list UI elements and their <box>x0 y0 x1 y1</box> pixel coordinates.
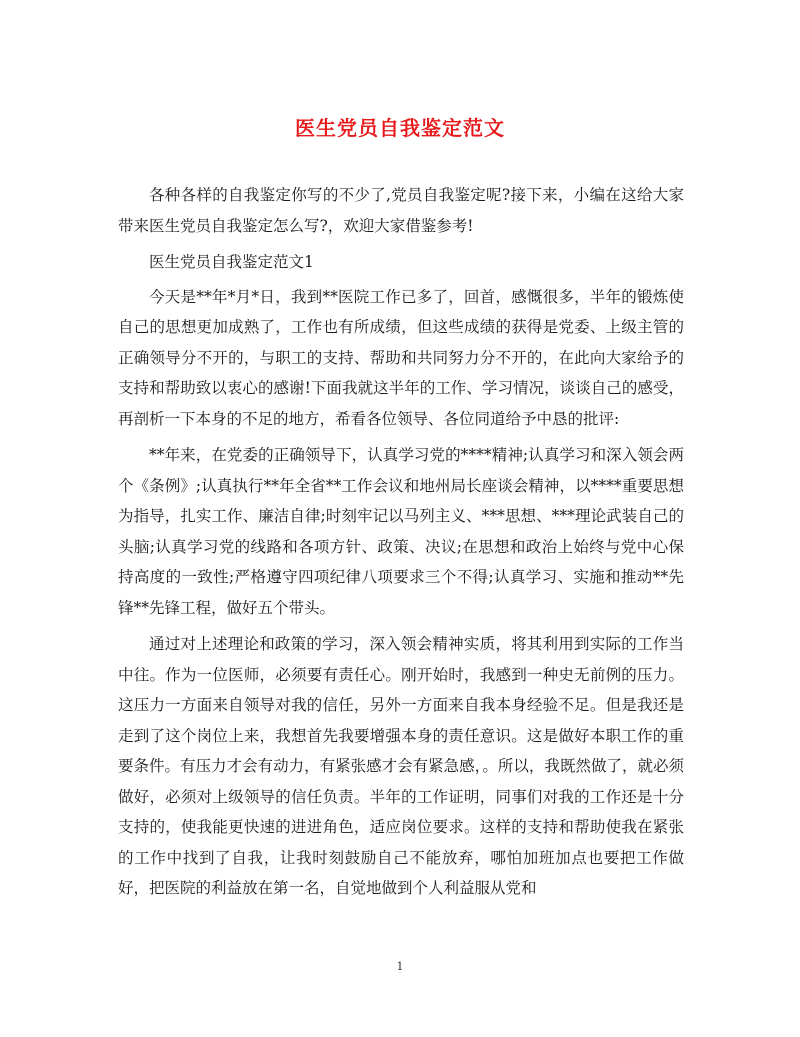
document-title: 医生党员自我鉴定范文 <box>295 116 505 140</box>
body-paragraph-2: **年来，在党委的正确领导下，认真学习党的****精神;认真学习和深入领会两个《条例》;认真执行**年全省**工作会议和地州局长座谈会精神，以****重要思想为指导，扎实工作、廉洁自律;时刻牢记以马列主义、***思想、***理论武装自己的头脑;认真学习党的线路和各项方针、政策、决议;在思想和政治上始终与党中心保持高度的一致性;严格遵守四项纪律八项要求三个不得;认真学习、实施和推动**先锋**先锋工程，做好五个带头。 <box>118 446 684 617</box>
page-number: 1 <box>396 960 404 973</box>
document-body <box>118 180 684 910</box>
section-heading: 医生党员自我鉴定范文1 <box>149 253 314 271</box>
body-paragraph-3: 通过对上述理论和政策的学习，深入领会精神实质，将其利用到实际的工作当中往。作为一位医师，必须要有责任心。刚开始时，我感到一种史无前例的压力。这压力一方面来自领导对我的信任，另外一方面来自我本身经验不足。但是我还是走到了这个岗位上来，我想首先我要增强本身的责任意识。这是做好本职工作的重要条件。有压力才会有动力，有紧张感才会有紧急感，。所以，我既然做了，就必须做好，必须对上级领导的信任负责。半年的工作证明，同事们对我的工作还是十分支持的，使我能更快速的进进角色，适应岗位要求。这样的支持和帮助使我在紧张的工作中找到了自我，让我时刻鼓励自己不能放弃，哪怕加班加点也要把工作做好，把医院的利益放在第一名，自觉地做到个人利益服从党和 <box>118 635 684 897</box>
body-paragraph-1: 今天是**年*月*日，我到**医院工作已多了，回首，感慨很多，半年的锻炼使自己的思想更加成熟了，工作也有所成绩，但这些成绩的获得是党委、上级主管的正确领导分不开的，与职工的支持、帮助和共同努力分不开的，在此向大家给予的支持和帮助致以衷心的感谢!下面我就这半年的工作、学习情况，谈谈自己的感受，再剖析一下本身的不足的地方，希看各位领导、各位同道给予中恳的批评: <box>118 287 684 428</box>
intro-paragraph: 各种各样的自我鉴定你写的不少了,党员自我鉴定呢?接下来，小编在这给大家带来医生党员自我鉴定怎么写?，欢迎大家借鉴参考! <box>118 186 684 235</box>
